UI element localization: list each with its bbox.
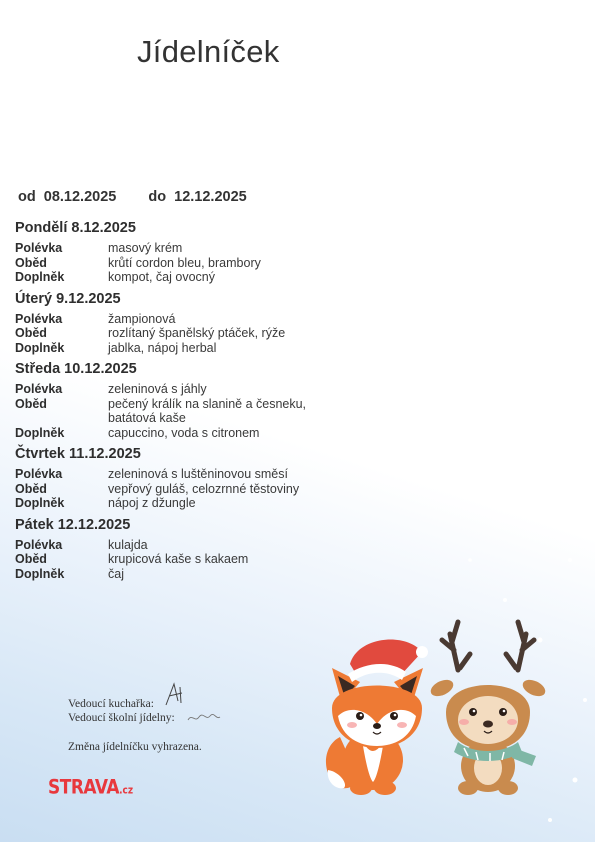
meal-label: Polévka	[15, 241, 63, 255]
meal-row	[15, 326, 355, 341]
meal-row	[15, 397, 355, 426]
day-title: Pátek 12.12.2025	[15, 516, 131, 533]
fox-icon	[326, 640, 428, 796]
meal-value	[108, 382, 355, 397]
meal-line: krupicová kaše s kakaem	[108, 552, 249, 566]
snowflake-dot	[503, 598, 507, 602]
meal-value	[108, 538, 355, 553]
snowflake-dot	[582, 207, 588, 213]
meal-label: Doplněk	[15, 566, 65, 581]
day-list	[15, 219, 355, 586]
signature-mark	[160, 681, 190, 709]
day-section	[15, 360, 355, 440]
snowflake-dot	[558, 93, 563, 98]
meal-value	[108, 426, 355, 441]
meal-line: zeleninová s luštěninovou směsí	[108, 467, 288, 481]
meal-row	[15, 482, 355, 497]
snowflake-dot	[542, 17, 548, 23]
meal-label: Doplněk	[15, 496, 65, 510]
meal-label: Polévka	[15, 311, 63, 326]
meal-row	[15, 341, 355, 356]
meal-line: čaj	[108, 566, 124, 581]
meal-value	[108, 567, 355, 582]
meal-row	[15, 538, 355, 553]
date-to: 12.12.2025	[174, 189, 247, 205]
meal-value	[108, 341, 355, 356]
meal-value	[108, 467, 355, 482]
fox-and-reindeer-illustration	[318, 612, 558, 802]
day-title: Pondělí 8.12.2025	[15, 220, 136, 236]
snowflake-dot	[518, 148, 522, 152]
head-canteen-label: Vedoucí školní jídelny:	[68, 712, 175, 724]
meal-value	[108, 256, 355, 271]
reindeer-icon	[428, 622, 548, 795]
meal-line: batátová kaše	[108, 411, 186, 425]
meal-row	[15, 312, 355, 327]
page-title: Jídelníček	[137, 34, 280, 69]
meal-line: žampionová	[108, 311, 176, 326]
meal-line: nápoj z džungle	[108, 496, 196, 510]
meal-value	[108, 482, 355, 497]
meal-label: Polévka	[15, 467, 63, 481]
meal-value	[108, 326, 355, 341]
date-from: 08.12.2025	[43, 189, 117, 205]
snowflake-dot	[528, 378, 533, 383]
date-range	[18, 189, 251, 205]
meal-label: Polévka	[15, 382, 63, 396]
meal-row	[15, 552, 355, 567]
snowflake-dot	[573, 778, 578, 783]
head-cook-label: Vedoucí kuchařka:	[68, 698, 154, 710]
meal-value	[108, 241, 355, 256]
snowflake-dot	[548, 818, 552, 822]
meal-label: Doplněk	[15, 425, 65, 440]
meal-line: kompot, čaj ovocný	[108, 270, 215, 284]
meal-label: Doplněk	[15, 270, 65, 284]
meal-row	[15, 426, 355, 441]
meal-label: Polévka	[15, 537, 63, 552]
meal-line: pečený králík na slanině a česneku,	[108, 396, 307, 411]
snowflake-dot	[578, 438, 582, 442]
meal-row	[15, 256, 355, 271]
meal-value	[108, 496, 355, 511]
meal-label: Oběd	[15, 396, 47, 411]
meal-value	[108, 312, 355, 327]
snowflake-dot	[568, 558, 572, 562]
meal-value	[108, 270, 355, 285]
meal-value	[108, 397, 355, 426]
day-section	[15, 219, 355, 285]
snowflake-dot	[499, 439, 502, 442]
meal-line: rozlítaný španělský ptáček, rýže	[108, 326, 286, 340]
strava-logo: STRAVA.cz	[48, 776, 134, 799]
day-section	[15, 445, 355, 511]
date-from-label: od	[18, 189, 36, 205]
day-section	[15, 290, 355, 356]
date-to-label: do	[148, 189, 167, 205]
meal-line: vepřový guláš, celozrnné těstoviny	[108, 481, 300, 496]
meal-row	[15, 382, 355, 397]
meal-row	[15, 467, 355, 482]
meal-line: capuccino, voda s citronem	[108, 425, 260, 440]
meal-row	[15, 567, 355, 582]
meal-label: Oběd	[15, 552, 47, 566]
snowflake-dot	[468, 558, 472, 562]
meal-label: Oběd	[15, 326, 47, 340]
meal-label: Oběd	[15, 255, 47, 270]
day-title: Úterý 9.12.2025	[15, 290, 121, 307]
signature-scribble	[186, 711, 222, 725]
meal-line: krůtí cordon bleu, brambory	[108, 255, 261, 270]
meal-line: jablka, nápoj herbal	[108, 340, 217, 355]
snowflake-dot	[553, 298, 557, 302]
meal-row	[15, 496, 355, 511]
day-title: Čtvrtek 11.12.2025	[15, 446, 141, 462]
snowflake-dot	[583, 698, 587, 702]
meal-line: kulajda	[108, 537, 148, 552]
meal-value	[108, 552, 355, 567]
meal-row	[15, 270, 355, 285]
meal-label: Doplněk	[15, 340, 65, 355]
snowflake-dot	[522, 507, 528, 513]
day-title: Středa 10.12.2025	[15, 361, 137, 377]
meal-line: zeleninová s jáhly	[108, 382, 207, 396]
day-section	[15, 516, 355, 582]
meal-row	[15, 241, 355, 256]
change-note: Změna jídelníčku vyhrazena.	[68, 741, 202, 753]
meal-line: masový krém	[108, 241, 183, 255]
meal-label: Oběd	[15, 481, 47, 496]
